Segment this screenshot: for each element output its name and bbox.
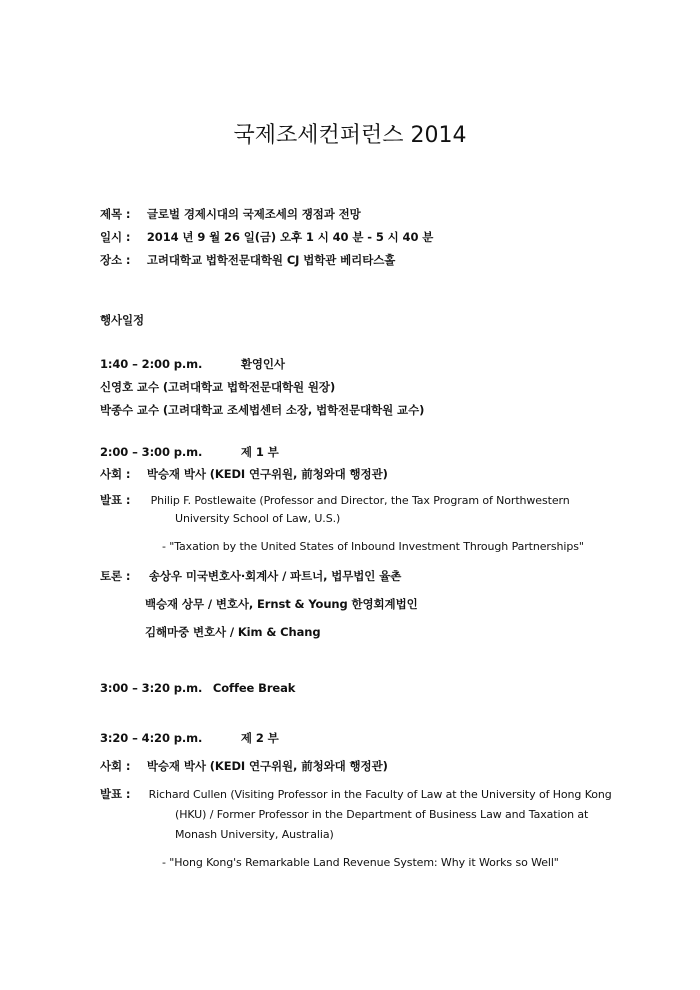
break-label: Coffee Break (212, 681, 296, 695)
schedule-heading: 행사일정 (100, 313, 145, 327)
date-value: 2014 년 9 월 26 일(금) 오후 1 시 40 분 - 5 시 40 분 (146, 230, 434, 244)
session1-presenter: Philip F. Postlewaite (Professor and Director, the Tax Program of Northwestern (150, 494, 570, 507)
session1-paper-title: - "Taxation by the United States of Inbound Investment Through Partnerships" (162, 540, 584, 553)
session2-label: 제 2 부 (240, 731, 279, 745)
session2-moderator-label: 사회 : (100, 759, 131, 773)
session1-discussion-row (100, 568, 401, 584)
session1-presenter-row (100, 492, 570, 508)
venue-value: 고려대학교 법학전문대학원 CJ 법학관 베리타스홀 (146, 253, 396, 267)
session2-time: 3:20 – 4:20 p.m. (100, 731, 203, 745)
session1-time: 2:00 – 3:00 p.m. (100, 445, 203, 459)
break-row (100, 681, 295, 695)
welcome-row (100, 356, 285, 372)
welcome-speaker-1: 신영호 교수 (고려대학교 법학전문대학원 원장) (100, 380, 336, 394)
page-title: 국제조세컨퍼런스 2014 (233, 123, 467, 148)
session2-presenter-cont-1: (HKU) / Former Professor in the Department of Business Law and Taxation at (175, 808, 589, 821)
session2-presenter-row (100, 786, 612, 802)
welcome-time: 1:40 – 2:00 p.m. (100, 357, 203, 371)
subject-label: 제목 : (100, 207, 131, 221)
date-label: 일시 : (100, 230, 131, 244)
subject-value: 글로벌 경제시대의 국제조세의 쟁점과 전망 (146, 207, 361, 221)
session1-row (100, 444, 279, 460)
session1-moderator-row (100, 466, 388, 482)
break-time: 3:00 – 3:20 p.m. (100, 681, 203, 695)
session2-presenter: Richard Cullen (Visiting Professor in the Faculty of Law at the University of Hong Kong (148, 788, 612, 801)
venue-row (100, 252, 395, 268)
session1-discussant-1: 송상우 미국변호사·회계사 / 파트너, 법무법인 율촌 (148, 569, 402, 583)
session2-presenter-cont-2: Monash University, Australia) (175, 828, 334, 841)
welcome-speaker-2: 박종수 교수 (고려대학교 조세법센터 소장, 법학전문대학원 교수) (100, 403, 425, 417)
session1-presenter-cont: University School of Law, U.S.) (175, 512, 341, 525)
venue-label: 장소 : (100, 253, 131, 267)
session2-presenter-label: 발표 : (100, 787, 131, 801)
session1-moderator: 박승재 박사 (KEDI 연구위원, 前청와대 행정관) (146, 467, 388, 481)
session2-moderator: 박승재 박사 (KEDI 연구위원, 前청와대 행정관) (146, 759, 388, 773)
session1-discussant-3: 김해마중 변호사 / Kim & Chang (145, 625, 321, 639)
session1-label: 제 1 부 (240, 445, 279, 459)
session1-discussant-2: 백승재 상무 / 변호사, Ernst & Young 한영회계법인 (145, 597, 418, 611)
subject-row (100, 206, 361, 222)
session2-moderator-row (100, 758, 388, 774)
date-row (100, 229, 433, 245)
welcome-label: 환영인사 (240, 357, 285, 371)
session2-paper-title: - "Hong Kong's Remarkable Land Revenue System: Why it Works so Well" (162, 856, 559, 869)
session2-row (100, 730, 279, 746)
session1-discussion-label: 토론 : (100, 569, 131, 583)
session1-moderator-label: 사회 : (100, 467, 131, 481)
session1-presenter-label: 발표 : (100, 493, 131, 507)
